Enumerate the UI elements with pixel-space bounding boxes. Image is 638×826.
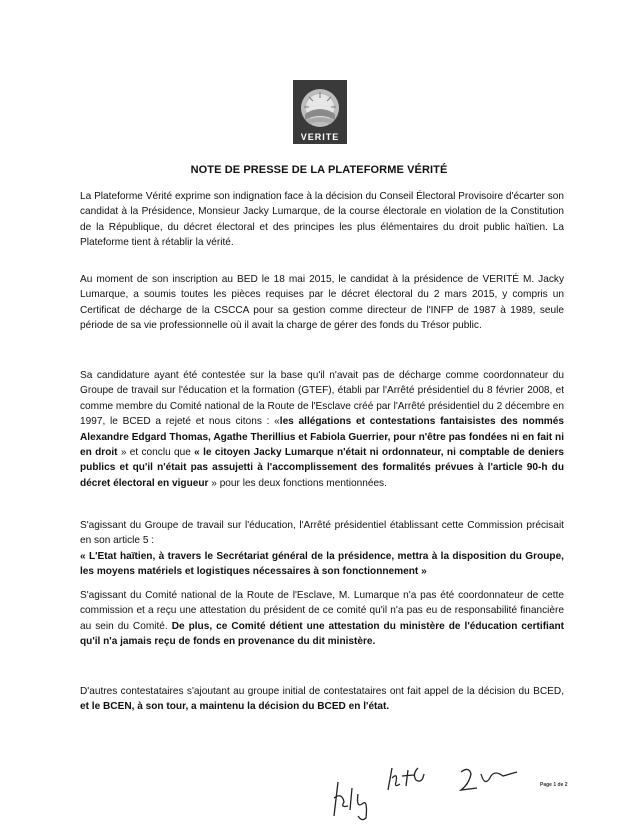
paragraph-text: S'agissant du Groupe de travail sur l'éducation, l'Arrêté présidentiel établissant cette Commission précisait en son article 5 : <box>80 520 564 547</box>
paragraph-groupe-travail <box>80 518 564 580</box>
paragraph-route-esclave <box>80 588 564 650</box>
paragraph-text: » pour les deux fonctions mentionnées. <box>208 477 387 489</box>
paragraph-text: Sa candidature ayant été contestée sur la base qu'il n'avait pas de décharge comme coordonnateur du Groupe de travail sur l'éducation et la formation (GTEF), établi par l'Arrêté présidentiel du 8 février 2008, et comme membre du Comité national de la Route de l'Esclave créé par l'Arrêté présidentiel du 2 décembre en 1997, le BCED a rejeté et nous citons : « <box>80 370 564 428</box>
paragraph-contestation <box>80 368 564 491</box>
handwritten-initials-signature <box>328 778 388 822</box>
statement-bold: De plus, ce Comité détient une attestation du ministère de l'éducation certifiant qu'il n'a jamais reçu de fonds en provenance du dit ministère. <box>80 620 564 648</box>
paragraph-text: » et conclu que <box>117 447 195 459</box>
statement-bold: et le BCEN, à son tour, a maintenu la décision du BCED en l'état. <box>80 701 390 713</box>
paragraph-intro: La Plateforme Vérité exprime son indignation face à la décision du Conseil Électoral Provisoire d'écarter son candidat à la Présidence, Monsieur Jacky Lumarque, de la course électorale en violation de la Constitution de la République, du décret électoral et des principes les plus élémentaires du droit public haïtien. La Plateforme tient à rétablir la vérité. <box>80 191 564 249</box>
page-number: Page 1 de 2 <box>540 782 568 788</box>
paragraph-appel <box>80 684 564 715</box>
verite-logo <box>293 80 347 144</box>
logo-text: VERITE <box>300 132 340 142</box>
handwritten-signature <box>455 762 525 802</box>
quote-bold: « L'Etat haïtien, à travers le Secrétariat général de la présidence, mettra à la disposition du Groupe, les moyens matériels et logistiques nécessaires à son fonctionnement » <box>80 550 564 578</box>
paragraph-text: D'autres contestataires s'ajoutant au groupe initial de contestataires ont fait appel de la décision du BCED, <box>80 686 564 697</box>
page-title: NOTE DE PRESSE DE LA PLATEFORME VÉRITÉ <box>190 164 448 176</box>
paragraph-text: S'agissant du Comité national de la Route de l'Esclave, M. Lumarque n'a pas été coordonnateur de cette commission et a reçu une attestation du président de ce comité qu'il n'a pas eu de responsabilité financière au sein du Comité. <box>80 590 564 632</box>
quote-bold: les allégations et contestations fantaisistes des nommés Alexandre Edgard Thomas, Agathe Therillius et Fabiola Guerrier, pour n'être pas fondées ni en fait ni en droit <box>80 416 564 459</box>
paragraph-inscription: Au moment de son inscription au BED le 18 mai 2015, le candidat à la présidence de VERITÉ M. Jacky Lumarque, a soumis toutes les pièces requises par le décret électoral du 2 mars 2015, y compris un Certificat de décharge de la CSCCA pour sa gestion comme directeur de l'INFP de 1987 à 1989, seule période de sa vie professionnelle où il avait la charge de gérer des fonds du Trésor public. <box>80 274 564 332</box>
quote-bold: « le citoyen Jacky Lumarque n'était ni ordonnateur, ni comptable de deniers publics et qu'il n'était pas assujetti à l'accomplissement des formalités prévues à l'article 90-h du décret électoral en vigueur <box>80 447 564 489</box>
